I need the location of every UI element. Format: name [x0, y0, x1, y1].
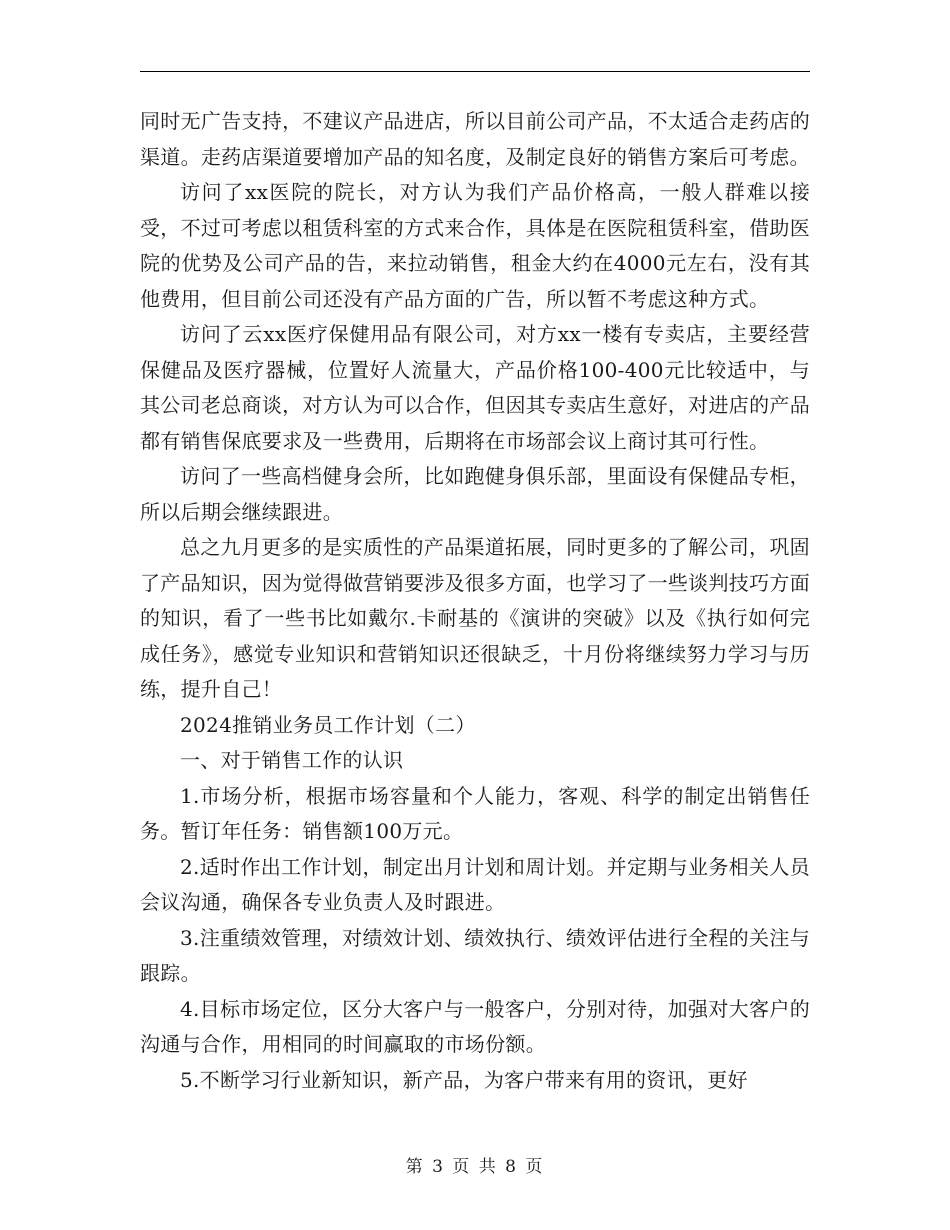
list-item: 2.适时作出工作计划，制定出月计划和周计划。并定期与业务相关人员会议沟通，确保各专业负责人及时跟进。 — [140, 854, 810, 914]
section-title: 2024推销业务员工作计划（二） — [180, 712, 476, 737]
list-item: 3.注重绩效管理，对绩效计划、绩效执行、绩效评估进行全程的关注与跟踪。 — [140, 925, 810, 985]
paragraph: 访问了xx医院的院长，对方认为我们产品价格高，一般人群难以接受，不过可考虑以租赁科室的方式来合作，具体是在医院租赁科室，借助医院的优势及公司产品的告，来拉动销售，租金大约在4000元左右，没有其他费用，但目前公司还没有产品方面的广告，所以暂不考虑这种方式。 — [140, 180, 810, 311]
paragraph: 访问了一些高档健身会所，比如跑健身俱乐部，里面设有保健品专柜，所以后期会继续跟进。 — [140, 464, 810, 524]
section-heading: 一、对于销售工作的认识 — [180, 748, 404, 772]
paragraph: 同时无广告支持，不建议产品进店，所以目前公司产品，不太适合走药店的渠道。走药店渠道要增加产品的知名度，及制定良好的销售方案后可考虑。 — [140, 109, 810, 169]
document-body — [140, 104, 810, 1098]
list-item: 4.目标市场定位，区分大客户与一般客户，分别对待，加强对大客户的沟通与合作，用相同的时间赢取的市场份额。 — [140, 996, 810, 1056]
page-number: 第 3 页 共 8 页 — [405, 1157, 545, 1177]
list-item: 1.市场分析，根据市场容量和个人能力，客观、科学的制定出销售任务。暂订年任务：销售额100万元。 — [140, 783, 810, 843]
paragraph: 总之九月更多的是实质性的产品渠道拓展，同时更多的了解公司，巩固了产品知识，因为觉得做营销要涉及很多方面，也学习了一些谈判技巧方面的知识，看了一些书比如戴尔.卡耐基的《演讲的突破》以及《执行如何完成任务》，感觉专业知识和营销知识还很缺乏，十月份将继续努力学习与历练，提升自己！ — [140, 535, 810, 701]
header-rule — [140, 71, 810, 72]
list-item: 5.不断学习行业新知识，新产品，为客户带来有用的资讯，更好 — [180, 1067, 748, 1092]
paragraph: 访问了云xx医疗保健用品有限公司，对方xx一楼有专卖店，主要经营保健品及医疗器械，位置好人流量大，产品价格100-400元比较适中，与其公司老总商谈，对方认为可以合作，但因其专卖店生意好，对进店的产品都有销售保底要求及一些费用，后期将在市场部会议上商讨其可行性。 — [140, 322, 810, 453]
